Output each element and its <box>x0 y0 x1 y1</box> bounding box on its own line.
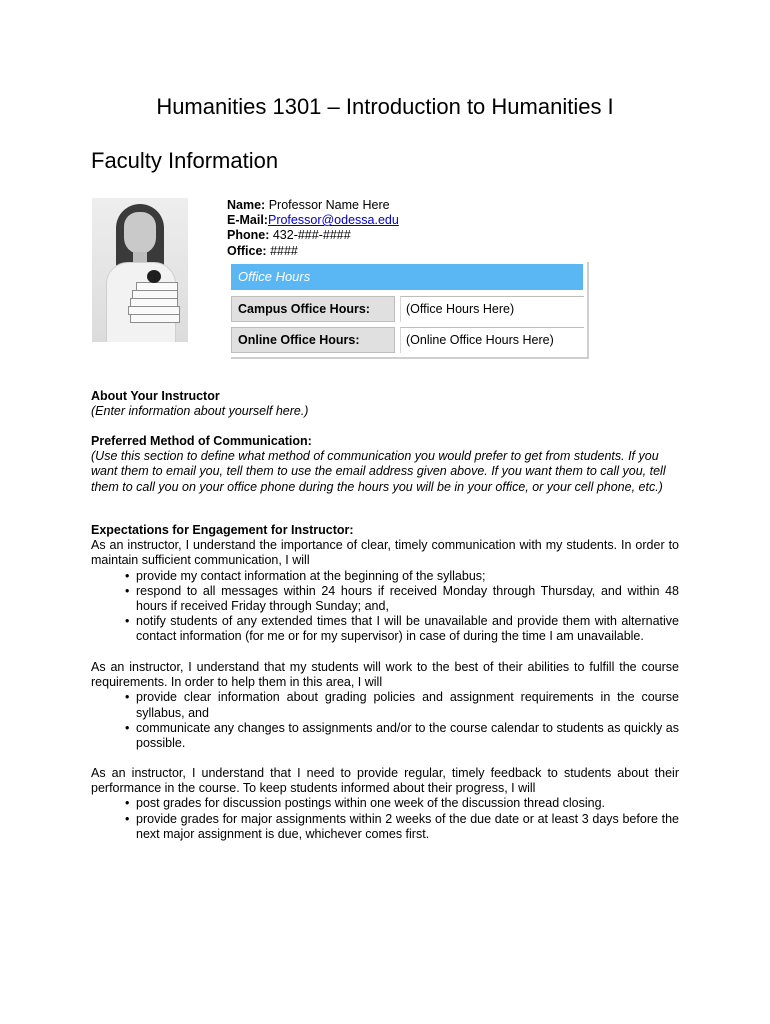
photo-face <box>124 212 156 254</box>
office-hours-header: Office Hours <box>231 264 583 290</box>
requirements-paragraph: As an instructor, I understand that my students will work to the best of their abilities to fulfill the course requirements. In order to help them in this area, I will <box>91 660 679 690</box>
requirements-section <box>91 660 679 751</box>
campus-office-hours-label: Campus Office Hours: <box>231 296 395 322</box>
expectations-heading: Expectations for Engagement for Instructor: <box>91 523 354 537</box>
name-label: Name: <box>227 198 266 212</box>
feedback-list <box>91 796 679 842</box>
phone-label: Phone: <box>227 228 270 243</box>
list-item: • provide my contact information at the beginning of the syllabus; <box>91 569 679 584</box>
list-item: • communicate any changes to assignments and/or to the course calendar to students as quickly as possible. <box>91 721 679 751</box>
about-heading: About Your Instructor <box>91 389 220 403</box>
list-item: • provide clear information about grading policies and assignment requirements in the course syllabus, and <box>91 690 679 720</box>
list-item: • respond to all messages within 24 hours if received Monday through Thursday, and within 48 hours if received Friday through Sunday; and, <box>91 584 679 614</box>
list-item: • provide grades for major assignments within 2 weeks of the due date or at least 3 days before the next major assignment is due, whichever comes first. <box>91 812 679 842</box>
email-link[interactable]: Professor@odessa.edu <box>267 213 399 228</box>
photo-book <box>130 314 180 323</box>
communication-heading: Preferred Method of Communication: <box>91 434 312 448</box>
about-text: (Enter information about yourself here.) <box>91 404 309 419</box>
course-title: Humanities 1301 – Introduction to Humanities I <box>156 94 614 119</box>
section-title: Faculty Information <box>91 148 279 173</box>
apple-icon <box>147 270 161 283</box>
about-section <box>91 389 679 419</box>
expectations-list <box>91 569 679 645</box>
communication-section <box>91 434 679 495</box>
feedback-paragraph: As an instructor, I understand that I need to provide regular, timely feedback to students about their performance in the course. To keep students informed about their progress, I will <box>91 766 679 796</box>
office-line <box>227 244 399 259</box>
office-hours-table <box>231 262 589 359</box>
office-value: #### <box>266 243 298 258</box>
name-line <box>227 198 399 213</box>
requirements-list <box>91 690 679 751</box>
expectations-paragraph: As an instructor, I understand the importance of clear, timely communication with my students. In order to maintain sufficient communication, I will <box>91 538 679 568</box>
online-office-hours-value: (Online Office Hours Here) <box>400 327 584 353</box>
office-label: Office: <box>227 243 267 258</box>
list-item: • notify students of any extended times that I will be unavailable and provide them with alternative contact information (for me or for my supervisor) in case of during the time I am unavailable. <box>91 614 679 644</box>
name-value: Professor Name Here <box>265 198 390 212</box>
phone-line <box>227 228 399 243</box>
feedback-section <box>91 766 679 842</box>
faculty-contact <box>227 198 399 259</box>
list-item: • post grades for discussion postings within one week of the discussion thread closing. <box>91 796 679 811</box>
email-line <box>227 213 399 228</box>
phone-value: 432-###-#### <box>269 228 351 243</box>
expectations-section <box>91 523 679 645</box>
campus-office-hours-value: (Office Hours Here) <box>400 296 584 322</box>
email-label: E-Mail: <box>227 213 268 228</box>
communication-text: (Use this section to define what method of communication you would prefer to get from students. If you want them to email you, tell them to use the email address given above. If you want them to call you, tell them to call you on your office phone during the hours you will be in your office, or your cell phone, etc.) <box>91 449 666 494</box>
online-office-hours-label: Online Office Hours: <box>231 327 395 353</box>
instructor-photo <box>92 198 188 342</box>
